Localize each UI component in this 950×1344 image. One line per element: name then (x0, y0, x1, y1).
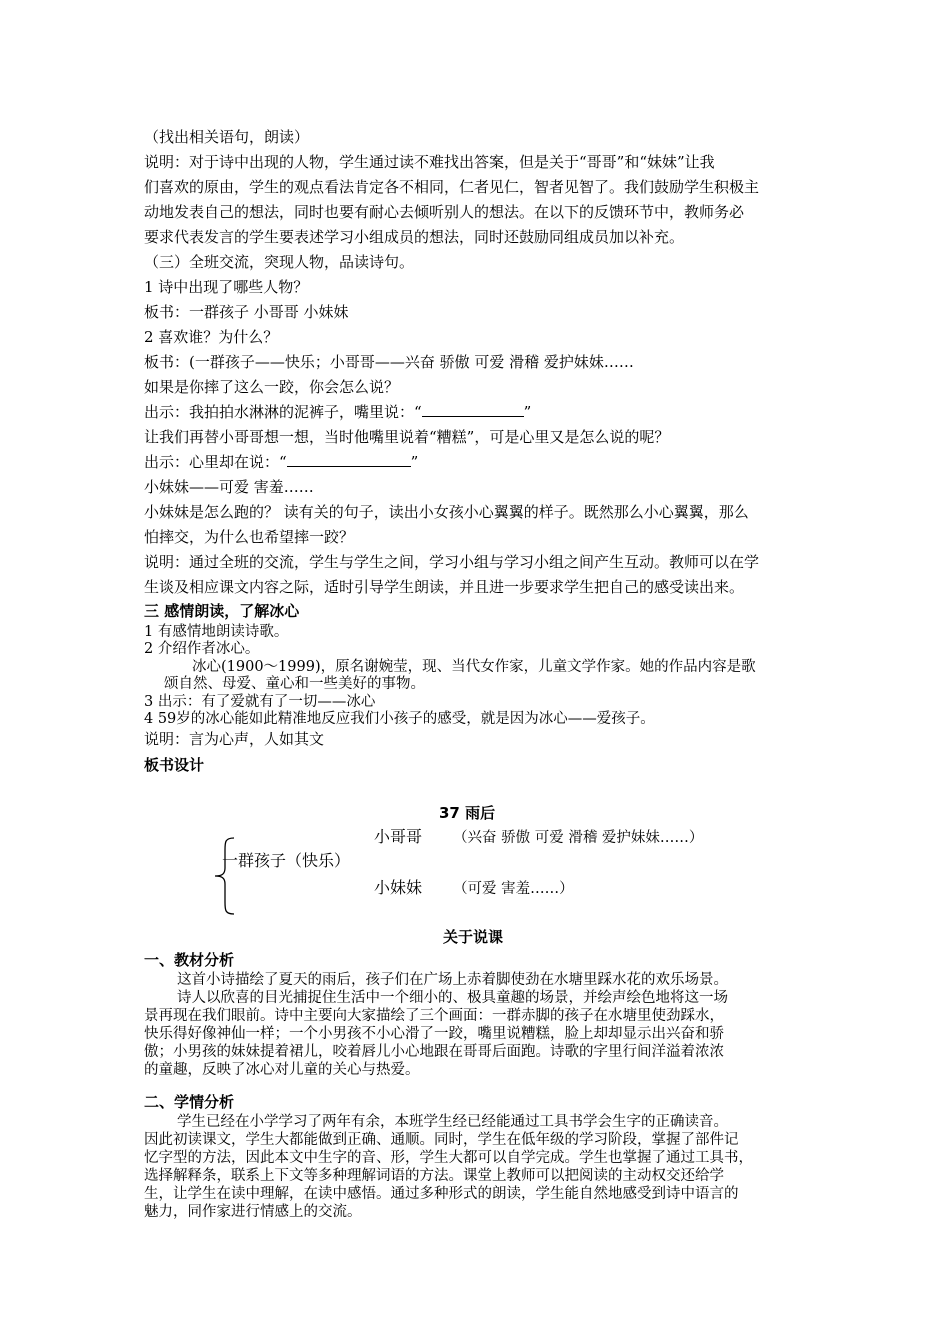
fill-in-line (144, 402, 531, 422)
answer-blank (287, 452, 411, 467)
paragraph-line: 2 喜欢谁？为什么？ (144, 328, 279, 346)
paragraph-line: 忆字型的方法，因此本文中生字的音、形，学生大都可以自学完成。学生也掌握了通过工具书， (144, 1150, 753, 1166)
paragraph-line: 板书：一群孩子 小哥哥 小妹妹 (144, 303, 349, 321)
paragraph-line: 学生已经在小学学习了两年有余，本班学生经已经能通过工具书学会生字的正确读音。 (177, 1114, 728, 1130)
paragraph-line: 生谈及相应课文内容之际，适时引导学生朗读，并且进一步要求学生把自己的感受读出来。 (144, 578, 745, 596)
paragraph-line: 冰心(1900～1999)，原名谢婉莹，现、当代女作家，儿童文学作家。她的作品内容是歌 (192, 659, 756, 675)
paragraph-line: 傲；小男孩的妹妹提着裙儿，咬着唇儿小心地跟在哥哥后面跑。诗歌的字里行间洋溢着浓浓 (144, 1044, 724, 1060)
paragraph-line: 说明：对于诗中出现的人物，学生通过读不难找出答案，但是关于“哥哥”和“妹妹”让我 (144, 153, 715, 171)
section-heading: 三 感情朗读，了解冰心 (144, 602, 300, 620)
paragraph-line: 魅力，同作家进行情感上的交流。 (144, 1204, 362, 1220)
paragraph-line: 2 介绍作者冰心。 (144, 641, 260, 657)
board-sister: 小妹妹 (374, 878, 423, 897)
board-brother-traits: （兴奋 骄傲 可爱 滑稽 爱护妹妹……） (453, 830, 704, 846)
section-heading: 二、学情分析 (144, 1093, 235, 1111)
paragraph-line: 3 出示：有了爱就有了一切——冰心 (144, 694, 376, 710)
fill-in-line (144, 452, 418, 472)
paragraph-line: 板书：(一群孩子——快乐；小哥哥——兴奋 骄傲 可爱 滑稽 爱护妹妹…… (144, 353, 634, 371)
paragraph-line: 颂自然、母爱、童心和一些美好的事物。 (164, 676, 425, 692)
board-group: 一群孩子（快乐） (222, 851, 351, 870)
section-heading: 板书设计 (144, 756, 205, 774)
paragraph-line: 要求代表发言的学生要表述学习小组成员的想法，同时还鼓励同组成员加以补充。 (144, 228, 685, 246)
paragraph-line: 说明：通过全班的交流，学生与学生之间，学习小组与学习小组之间产生互动。教师可以在学 (144, 553, 760, 571)
paragraph-line: 1 诗中出现了哪些人物？ (144, 278, 309, 296)
answer-blank (422, 402, 524, 417)
paragraph-line: 如果是你摔了这么一跤，你会怎么说？ (144, 378, 400, 396)
paragraph-line: 快乐得好像神仙一样；一个小男孩不小心滑了一跤，嘴里说糟糕，脸上却却显示出兴奋和骄 (144, 1026, 724, 1042)
paragraph-line: 这首小诗描绘了夏天的雨后，孩子们在广场上赤着脚使劲在水塘里踩水花的欢乐场景。 (177, 972, 728, 988)
paragraph-line: 1 有感情地朗读诗歌。 (144, 624, 289, 640)
paragraph-line: 的童趣，反映了冰心对儿童的关心与热爱。 (144, 1062, 420, 1078)
paragraph-line: 诗人以欣喜的目光捕捉住生活中一个细小的、极具童趣的场景，并绘声绘色地将这一场 (177, 990, 728, 1006)
paragraph-line: 们喜欢的原由，学生的观点看法肯定各不相同，仁者见仁，智者见智了。我们鼓励学生积极主 (144, 178, 760, 196)
section-heading: 一、教材分析 (144, 951, 235, 969)
board-title: 37 雨后 (439, 804, 496, 822)
paragraph-line: 小妹妹——可爱 害羞…… (144, 478, 314, 496)
paragraph-line: 让我们再替小哥哥想一想，当时他嘴里说着“糟糕”，可是心里又是怎么说的呢？ (144, 428, 670, 446)
fill-in-prompt: 出示：我拍拍水淋淋的泥裤子，嘴里说：“ (144, 403, 422, 421)
closing-quote: ” (523, 403, 532, 421)
paragraph-line: 小妹妹是怎么跑的？ 读有关的句子，读出小女孩小心翼翼的样子。既然那么小心翼翼，那么 (144, 503, 749, 521)
paragraph-line: 4 59岁的冰心能如此精准地反应我们小孩子的感受，就是因为冰心——爱孩子。 (144, 711, 655, 727)
closing-quote: ” (410, 453, 419, 471)
paragraph-line: 因此初读课文，学生大都能做到正确、通顺。同时，学生在低年级的学习阶段，掌握了部件记 (144, 1132, 739, 1148)
section-title: 关于说课 (443, 928, 504, 946)
paragraph-line: 说明：言为心声，人如其文 (144, 730, 325, 748)
paragraph-line: 景再现在我们眼前。诗中主要向大家描绘了三个画面：一群赤脚的孩子在水塘里使劲踩水， (144, 1008, 724, 1024)
paragraph-line: 选择解释条，联系上下文等多种理解词语的方法。课堂上教师可以把阅读的主动权交还给学 (144, 1168, 724, 1184)
paragraph-line: 生，让学生在读中理解，在读中感悟。通过多种形式的朗读，学生能自然地感受到诗中语言的 (144, 1186, 739, 1202)
paragraph-line: 动地发表自己的想法，同时也要有耐心去倾听别人的想法。在以下的反馈环节中，教师务必 (144, 203, 745, 221)
paragraph-line: 怕摔交，为什么也希望摔一跤？ (144, 528, 355, 546)
section-heading: （三）全班交流，突现人物，品读诗句。 (144, 253, 415, 271)
fill-in-prompt: 出示：心里却在说：“ (144, 453, 287, 471)
board-sister-traits: （可爱 害羞……） (453, 881, 574, 897)
board-brother: 小哥哥 (374, 827, 423, 846)
paragraph-line: （找出相关语句，朗读） (144, 128, 310, 146)
